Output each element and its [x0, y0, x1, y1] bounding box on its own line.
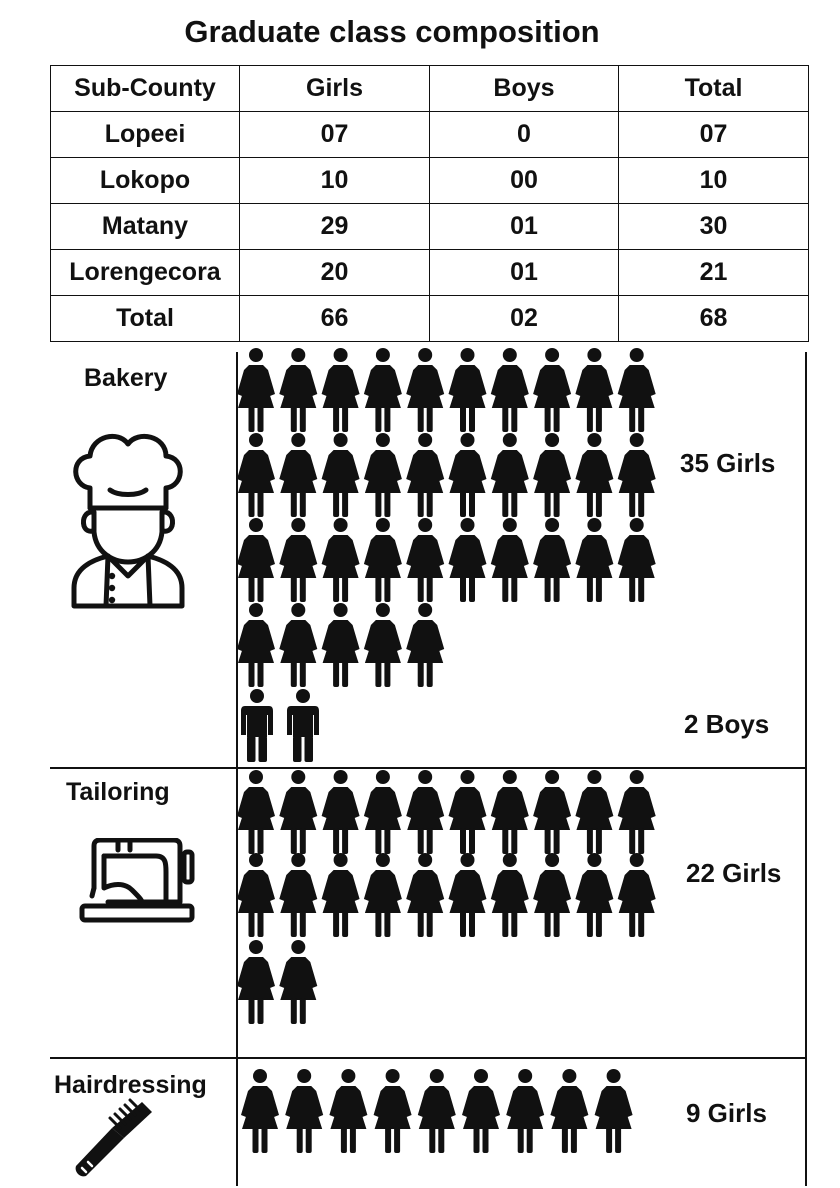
table-cell: Total — [51, 296, 240, 342]
count-label-tailoring-girls: 22 Girls — [686, 858, 782, 888]
boy-figure — [287, 689, 319, 762]
table-cell: 02 — [430, 296, 619, 342]
count-label-hairdressing-girls: 9 Girls — [686, 1098, 767, 1128]
girl-figure — [374, 1069, 412, 1153]
table-cell: Lokopo — [51, 158, 240, 204]
girl-figure — [241, 1069, 279, 1153]
girl-figure — [618, 518, 656, 602]
girl-figure — [449, 770, 487, 854]
girl-figure — [449, 348, 487, 432]
girl-figure — [322, 770, 360, 854]
girl-figure — [575, 518, 613, 602]
girl-figure — [322, 433, 360, 517]
girl-figure — [406, 603, 444, 687]
girl-figure — [575, 433, 613, 517]
table-cell: 30 — [619, 204, 809, 250]
table-cell: 00 — [430, 158, 619, 204]
girl-figure — [364, 433, 402, 517]
girl-figure — [533, 348, 571, 432]
girl-figure — [322, 518, 360, 602]
table-header-cell: Girls — [240, 66, 430, 112]
girl-figure — [575, 348, 613, 432]
table-cell: 01 — [430, 204, 619, 250]
girl-figure — [575, 770, 613, 854]
girl-figure — [618, 348, 656, 432]
girl-figure — [550, 1069, 588, 1153]
girl-figure — [406, 348, 444, 432]
table-cell: 10 — [240, 158, 430, 204]
girl-figure — [618, 853, 656, 937]
girl-figure — [237, 348, 275, 432]
girl-figure — [364, 853, 402, 937]
girl-figure — [364, 348, 402, 432]
count-label-bakery-boys: 2 Boys — [684, 709, 770, 739]
girl-figure — [449, 433, 487, 517]
girl-figure — [533, 770, 571, 854]
girl-figure — [491, 348, 529, 432]
girl-figure — [618, 770, 656, 854]
table-cell: Lorengecora — [51, 250, 240, 296]
girl-figure — [406, 433, 444, 517]
girl-figure — [462, 1069, 500, 1153]
girl-figure — [618, 433, 656, 517]
table-cell: 20 — [240, 250, 430, 296]
girl-figure — [364, 603, 402, 687]
table-cell: 29 — [240, 204, 430, 250]
girl-figure — [595, 1069, 633, 1153]
count-label-bakery-girls: 35 Girls — [680, 448, 776, 478]
girl-figure — [285, 1069, 323, 1153]
girl-figure — [237, 853, 275, 937]
girl-figure — [279, 433, 317, 517]
girl-figure — [533, 853, 571, 937]
girl-figure — [237, 603, 275, 687]
table-cell: 21 — [619, 250, 809, 296]
table-header-cell: Boys — [430, 66, 619, 112]
table-cell: 07 — [619, 112, 809, 158]
girl-figure — [491, 518, 529, 602]
category-label-hairdressing: Hairdressing — [54, 1071, 207, 1099]
girl-figure — [279, 518, 317, 602]
girl-figure — [533, 518, 571, 602]
table-cell: 66 — [240, 296, 430, 342]
girl-figure — [279, 770, 317, 854]
girl-figure — [279, 348, 317, 432]
girl-figure — [237, 770, 275, 854]
boy-figure — [241, 689, 273, 762]
girl-figure — [406, 518, 444, 602]
table-cell: Lopeei — [51, 112, 240, 158]
table-header-cell: Total — [619, 66, 809, 112]
girl-figure — [449, 518, 487, 602]
girl-figure — [322, 603, 360, 687]
girl-figure — [322, 853, 360, 937]
girl-figure — [418, 1069, 456, 1153]
girl-figure — [491, 770, 529, 854]
girl-figure — [237, 940, 275, 1024]
girl-figure — [449, 853, 487, 937]
table-cell: 10 — [619, 158, 809, 204]
girl-figure — [506, 1069, 544, 1153]
girl-figure — [364, 770, 402, 854]
girl-figure — [575, 853, 613, 937]
girl-figure — [491, 853, 529, 937]
girl-figure — [237, 433, 275, 517]
girl-figure — [237, 518, 275, 602]
table-cell: 07 — [240, 112, 430, 158]
girl-figure — [491, 433, 529, 517]
girl-figure — [279, 603, 317, 687]
table-cell: Matany — [51, 204, 240, 250]
table-cell: 0 — [430, 112, 619, 158]
girl-figure — [406, 853, 444, 937]
chart-title: Graduate class composition — [184, 14, 600, 49]
table-header-cell: Sub-County — [51, 66, 240, 112]
girl-figure — [533, 433, 571, 517]
girl-figure — [279, 940, 317, 1024]
girl-figure — [406, 770, 444, 854]
category-label-bakery: Bakery — [84, 364, 168, 392]
girl-figure — [329, 1069, 367, 1153]
girl-figure — [279, 853, 317, 937]
girl-figure — [322, 348, 360, 432]
table-cell: 68 — [619, 296, 809, 342]
category-label-tailoring: Tailoring — [66, 778, 170, 806]
table-cell: 01 — [430, 250, 619, 296]
girl-figure — [364, 518, 402, 602]
